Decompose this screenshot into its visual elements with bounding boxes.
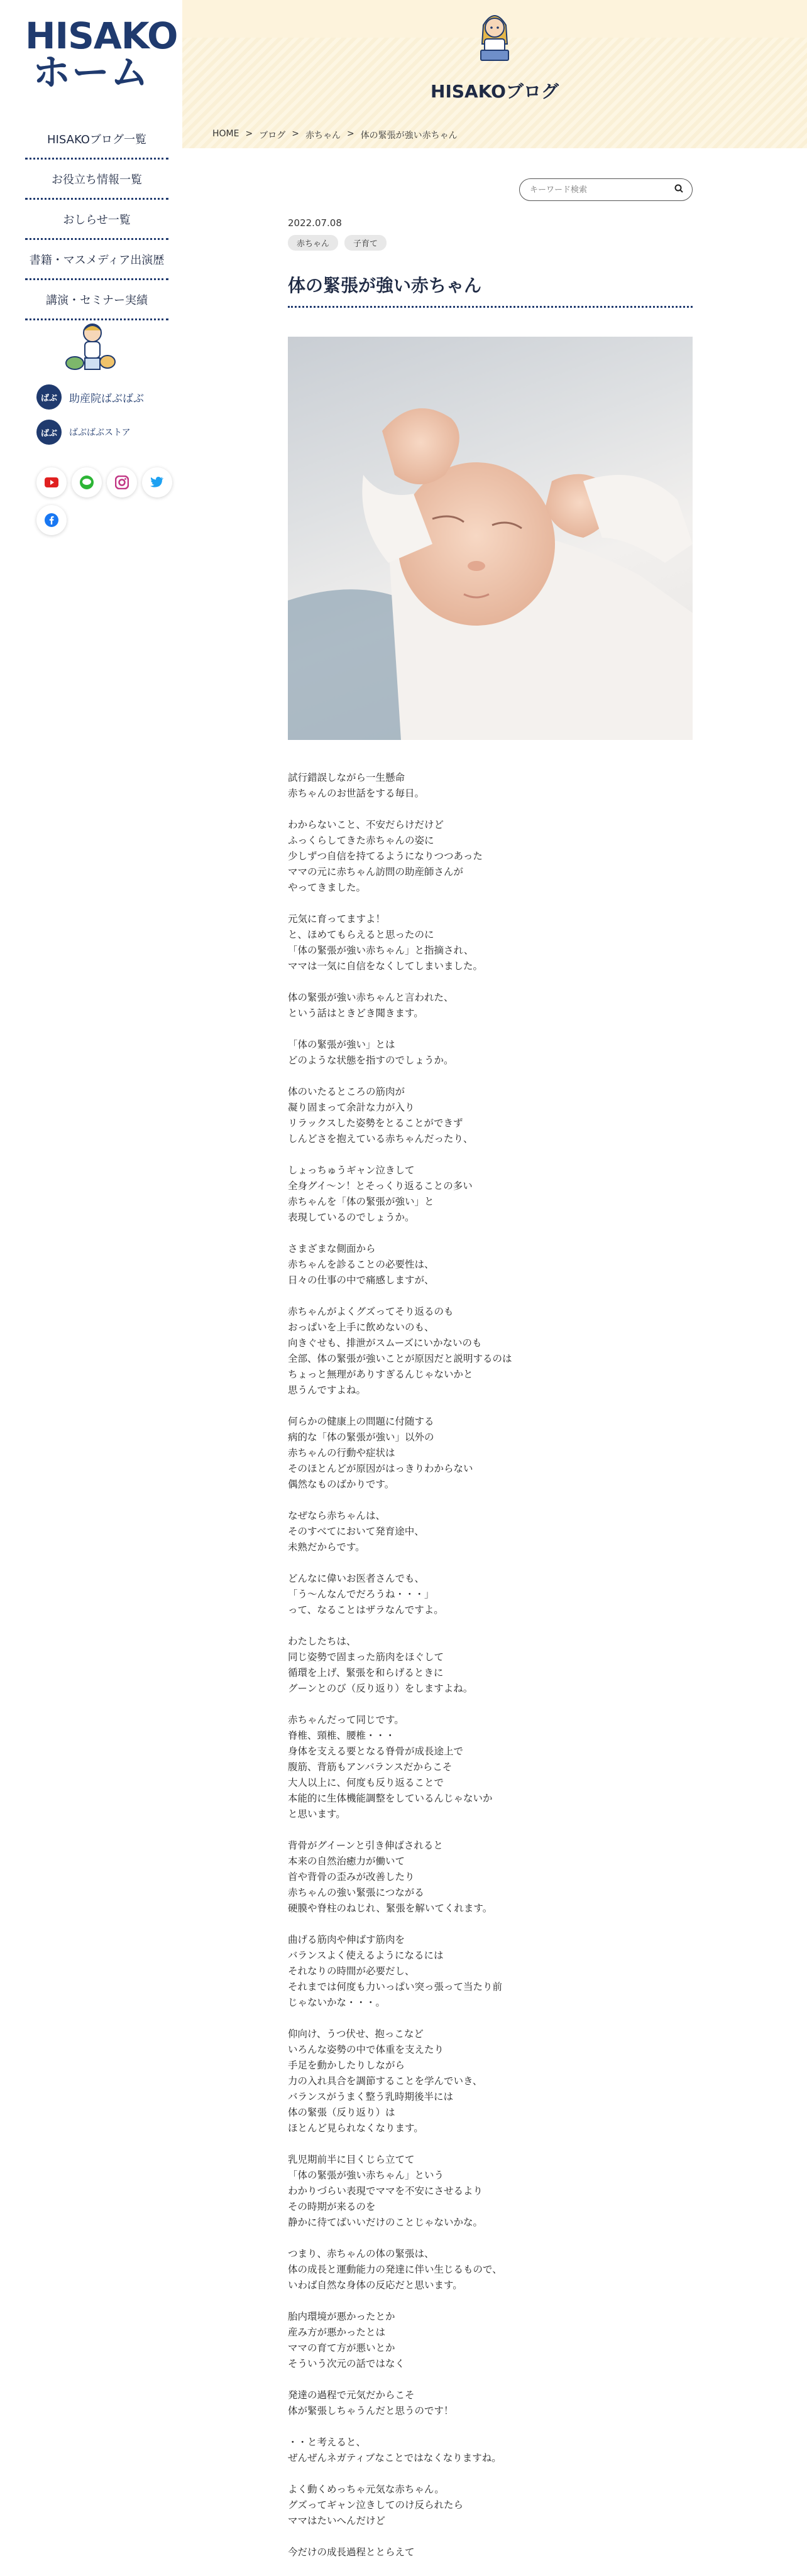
sidebar-item-books-media[interactable]: 書籍・マスメディア出演歴 [25,240,168,280]
babubabu-logo-icon: ばぶ [36,384,62,410]
link-josanin-label: 助産院ばぶばぶ [69,392,144,405]
logo-line2: ホーム [33,51,150,95]
article-paragraph: 発達の過程で元気だからこそ 体が緊張しちゃうんだと思うのです！ [288,2389,454,2416]
page-title: HISAKOブログ [431,81,559,102]
breadcrumb-separator: > [292,129,299,139]
breadcrumb-home[interactable]: HOME [212,129,239,139]
article-paragraph: わたしたちは、 同じ姿勢で固まった筋肉をほぐして 循環を上げ、緊張を和らげるときに グーンとのび（反り返り）をしますよね。 [288,1636,473,1694]
logo-line1: HISAKO [25,14,178,57]
link-josanin-babubabu[interactable] [36,384,144,410]
article-paragraph: よく動くめっちゃ元気な赤ちゃん。 グズってギャン泣きしてのけ反られたら ママはたいへんだけど [288,2484,464,2526]
search-input[interactable] [529,185,674,195]
line-icon[interactable] [72,467,102,497]
instagram-icon[interactable] [107,467,137,497]
tag-list [288,235,693,251]
article [288,217,693,2576]
article-paragraph: 赤ちゃんだって同じです。 脊椎、頸椎、腰椎・・・ 身体を支える要となる脊骨が成長途上で 腹筋、背筋もアンバランスだからこそ 大人以上に、何度も反り返ることで 本能的に生体機能調整をしているんじゃないか と思います。 [288,1714,493,1820]
sidebar [0,0,182,2420]
breadcrumb-separator: > [245,129,253,139]
article-paragraph: さまざまな側面から 赤ちゃんを診ることの必要性は、 日々の仕事の中で痛感しますが、 [288,1243,434,1286]
site-logo[interactable] [25,14,178,95]
page-header [182,0,807,148]
article-paragraph: 曲げる筋肉や伸ばす筋肉を バランスよく使えるようになるには それなりの時間が必要だし、 それまでは何度も力いっぱい突っ張って当たり前 じゃないかな・・・。 [288,1934,503,2008]
article-paragraph: 試行錯誤しながら一生懸命 赤ちゃんのお世話をする毎日。 [288,772,425,799]
article-paragraph: なぜなら赤ちゃんは、 そのすべてにおいて発育途中、 未熟だからです。 [288,1510,424,1553]
breadcrumb-blog[interactable]: ブログ [259,131,286,141]
article-body [288,770,693,2560]
tag-parenting[interactable]: 子育て [344,235,387,251]
sidebar-nav [25,119,168,320]
article-paragraph: 「体の緊張が強い」とは どのような状態を指すのでしょうか。 [288,1039,454,1066]
article-paragraph: 乳児期前半に目くじら立てて 「体の緊張が強い赤ちゃん」という わかりづらい表現でママを不安にさせるより その時期が来るのを 静かに待てばいいだけのことじゃないかな。 [288,2154,483,2228]
article-paragraph: 体の緊張が強い赤ちゃんと言われた、 という話はときどき聞きます。 [288,992,454,1019]
sidebar-item-blog-list[interactable]: HISAKOブログ一覧 [25,119,168,160]
facebook-icon[interactable] [36,505,67,535]
breadcrumb-separator: > [346,129,354,139]
sidebar-item-seminars[interactable]: 講演・セミナー実績 [25,280,168,320]
article-paragraph: 元気に育ってますよ！ と、ほめてもらえると思ったのに 「体の緊張が強い赤ちゃん」と指摘され、 ママは一気に自信をなくしてしまいました。 [288,913,483,972]
sidebar-item-news[interactable]: おしらせ一覧 [25,200,168,240]
article-paragraph: ・・と考えると、 ぜんぜんネガティブなことではなくなりますね。 [288,2437,502,2464]
article-paragraph: しょっちゅうギャン泣きして 全身グイ～ン！とそっくり返ることの多い 赤ちゃんを「体の緊張が強い」と 表現しているのでしょうか。 [288,1165,473,1223]
youtube-icon[interactable] [36,467,67,497]
article-paragraph: 何らかの健康上の問題に付随する 病的な「体の緊張が強い」以外の 赤ちゃんの行動や症状は そのほとんどが原因がはっきりわからない 偶然なものばかりです。 [288,1416,473,1490]
article-paragraph: 胎内環境が悪かったとか 産み方が悪かったとは ママの育て方が悪いとか そういう次元の話ではなく [288,2311,405,2369]
article-title: 体の緊張が強い赤ちゃん [288,272,693,308]
article-paragraph: 体のいたるところの筋肉が 凝り固まって余計な力が入り リラックスした姿勢をとることができず しんどさを抱えている赤ちゃんだったり、 [288,1086,473,1144]
article-paragraph: つまり、赤ちゃんの体の緊張は、 体の成長と運動能力の発達に伴い生じるもので、 いわば自然な身体の反応だと思います。 [288,2248,502,2291]
search-icon[interactable] [674,184,683,195]
tag-baby[interactable]: 赤ちゃん [288,235,338,251]
article-paragraph: 今だけの成長過程ととらえて [288,2546,415,2558]
search-box [519,178,693,201]
article-paragraph: どんなに偉いお医者さんでも、 「う～んなんでだろうね・・・」 って、なることはザラなんですよ。 [288,1573,444,1616]
article-paragraph: 赤ちゃんがよくグズってそり返るのも おっぱいを上手に飲めないのも、 向きぐせも、排泄がスムーズにいかないのも 全部、体の緊張が強いことが原因だと説明するのは ちょっと無理がありすぎるんじゃないかと 思うんですよね。 [288,1306,512,1396]
sidebar-item-useful-info[interactable]: お役立ち情報一覧 [25,160,168,200]
breadcrumb-baby[interactable]: 赤ちゃん [305,131,341,141]
post-date: 2022.07.08 [288,217,342,229]
link-babubabu-store[interactable] [36,420,131,445]
breadcrumb-current: 体の緊張が強い赤ちゃん [360,131,458,141]
twitter-icon[interactable] [142,467,172,497]
article-paragraph: 背骨がグイーンと引き伸ばされると 本来の自然治癒力が働いて 首や背骨の歪みが改善したり 赤ちゃんの強い緊張につながる 硬膜や脊柱のねじれ、緊張を解いてくれます。 [288,1840,493,1914]
article-paragraph: わからないこと、不安だらけだけど ふっくらしてきた赤ちゃんの姿に 少しずつ自信を持てるようになりつつあった ママの元に赤ちゃん訪問の助産師さんが やってきました。 [288,819,483,893]
link-store-label: ばぶばぶストア [69,428,131,438]
article-photo-baby [288,337,693,740]
babubabu-store-logo-icon: ばぶ [36,420,62,445]
header-mascot-illustration [472,6,517,63]
article-paragraph: 仰向け、うつ伏せ、抱っこなど いろんな姿勢の中で体重を支えたり 手足を動かしたりしながら 力の入れ具合を調節することを学んでいき、 バランスがうまく整う乳時期後半には 体の緊張（反り返り）は ほとんど見られなくなります。 [288,2028,483,2134]
mascot-illustration [60,319,123,376]
breadcrumb [212,129,458,141]
